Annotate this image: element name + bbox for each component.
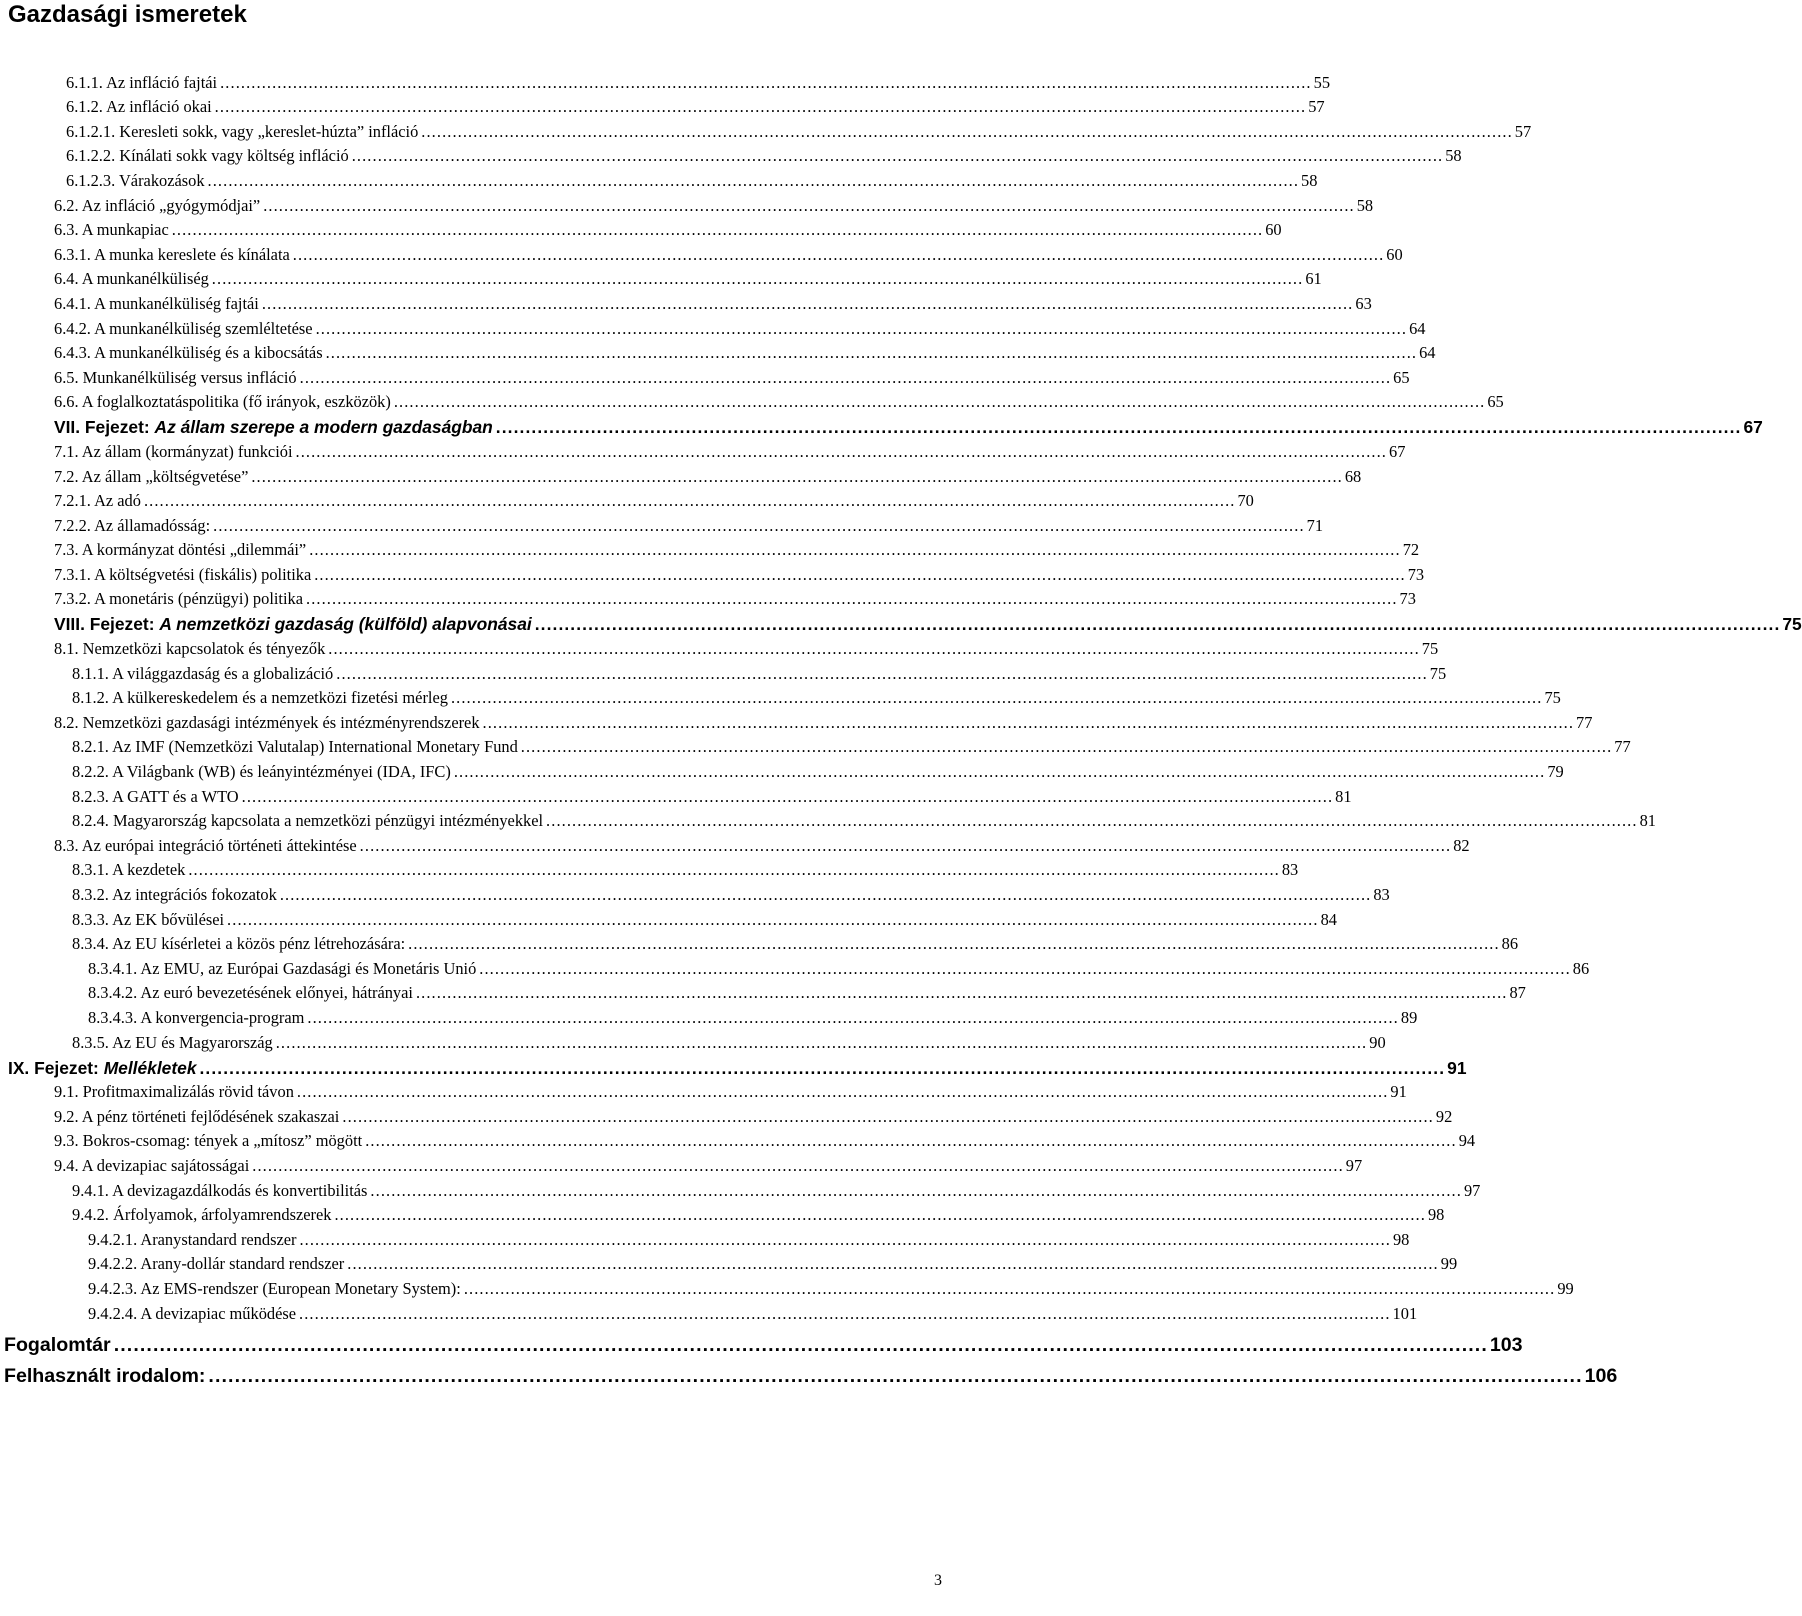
toc-dot-leader: .................................................................................................................................................................................................................. (546, 811, 1638, 831)
toc-entry-text: 8.1. Nemzetközi kapcsolatok és tényezők (54, 639, 326, 659)
toc-dot-leader: .................................................................................................................................................................................................................. (534, 614, 1781, 635)
toc-entry-text: 6.1.2. Az infláció okai (66, 97, 212, 117)
toc-entry-text: 6.2. Az infláció „gyógymódjai” (54, 195, 261, 215)
toc-entry-label (54, 540, 307, 560)
toc-entry-text: 9.1. Profitmaximalizálás rövid távon (54, 1082, 294, 1102)
toc-entry-text: 8.2.1. Az IMF (Nemzetközi Valutalap) International Monetary Fund (72, 737, 518, 757)
toc-entry-label (72, 934, 406, 954)
toc-page-number: 83 (1373, 885, 1390, 904)
toc-dot-leader: .................................................................................................................................................................................................................. (334, 1205, 1426, 1225)
toc-dot-leader: .................................................................................................................................................................................................................. (227, 909, 1319, 929)
toc-entry-text: Mellékletek (103, 1057, 197, 1078)
toc-entry-text: 6.4.1. A munkanélküliség fajtái (54, 293, 259, 313)
toc-entry[interactable] (0, 511, 1324, 536)
toc-entry[interactable] (0, 93, 1325, 118)
toc-entry-label (54, 1131, 363, 1151)
toc-dot-leader: .................................................................................................................................................................................................................. (143, 491, 1236, 511)
toc-dot-leader: .................................................................................................................................................................................................................. (299, 1229, 1391, 1249)
toc-entry-text: Felhasznált irodalom: (4, 1364, 206, 1387)
toc-entry-label (54, 1107, 340, 1127)
toc-dot-leader: .................................................................................................................................................................................................................. (365, 1131, 1457, 1151)
toc-chapter-prefix: IX. Fejezet: (8, 1057, 104, 1078)
toc-dot-leader: .................................................................................................................................................................................................................. (199, 1057, 1446, 1078)
toc-entry[interactable] (0, 831, 1470, 856)
toc-entry-text: 6.6. A foglalkoztatáspolitika (fő irányok, eszközök) (54, 392, 391, 412)
toc-entry-label (66, 73, 218, 93)
toc-entry-label (54, 294, 260, 314)
toc-entry-label (72, 688, 449, 708)
toc-top-entry[interactable] (0, 1355, 1618, 1387)
toc-entry-text: 7.2. Az állam „költségvetése” (54, 466, 249, 486)
toc-entry[interactable] (0, 856, 1299, 881)
toc-entry[interactable] (0, 339, 1436, 364)
toc-entry[interactable] (0, 979, 1526, 1004)
toc-entry-label (54, 516, 211, 536)
toc-entry-text: 8.3.4.2. Az euró bevezetésének előnyei, hátrányai (88, 983, 413, 1003)
toc-entry[interactable] (0, 905, 1337, 930)
toc-page-number: 72 (1402, 540, 1420, 560)
toc-chapter-prefix: VII. Fejezet: (54, 417, 155, 438)
toc-dot-leader: .................................................................................................................................................................................................................. (453, 762, 1546, 782)
toc-entry-label (4, 1366, 206, 1386)
toc-entry[interactable] (0, 68, 1331, 93)
toc-entry[interactable] (0, 1250, 1458, 1275)
toc-dot-leader: .................................................................................................................................................................................................................. (520, 737, 1613, 757)
toc-entry-label (54, 713, 481, 733)
toc-entry-text: Az állam szerepe a modern gazdaságban (154, 417, 493, 438)
toc-entry[interactable] (0, 807, 1656, 832)
toc-page-number: 58 (1445, 146, 1462, 166)
toc-page-number: 97 (1345, 1155, 1363, 1175)
toc-page-number: 81 (1639, 811, 1656, 831)
toc-entry-label (54, 245, 291, 265)
toc-page-number: 67 (1743, 417, 1763, 438)
toc-dot-leader: .................................................................................................................................................................................................................. (251, 466, 1343, 486)
toc-dot-leader: .................................................................................................................................................................................................................. (252, 1155, 1344, 1175)
toc-entry-label (88, 1230, 297, 1250)
toc-entry-label (54, 319, 314, 339)
toc-page-number: 106 (1584, 1364, 1618, 1387)
toc-page-number: 75 (1544, 688, 1561, 708)
toc-entry-text: 6.3.1. A munka kereslete és kínálata (54, 244, 290, 264)
toc-entry-text: 9.4. A devizapiac sajátosságai (54, 1155, 250, 1175)
toc-entry-text: 8.2.4. Magyarország kapcsolata a nemzetközi pénzügyi intézményekkel (72, 811, 544, 831)
toc-page-number: 92 (1435, 1106, 1453, 1126)
toc-entry-text: 9.4.1. A devizagazdálkodás és konvertibilitás (72, 1180, 368, 1200)
toc-page-number: 63 (1355, 293, 1372, 313)
toc-page-number: 57 (1308, 97, 1325, 117)
toc-entry[interactable] (0, 1127, 1476, 1152)
toc-entry-text: 6.3. A munkapiac (54, 220, 169, 240)
toc-dot-leader: .................................................................................................................................................................................................................. (309, 540, 1401, 560)
toc-entry-text: A nemzetközi gazdaság (külföld) alapvonásai (159, 614, 532, 635)
toc-dot-leader: .................................................................................................................................................................................................................. (275, 1032, 1368, 1052)
toc-entry-label (54, 565, 312, 585)
toc-dot-leader: .................................................................................................................................................................................................................. (306, 589, 1398, 609)
toc-entry-text: 6.1.2.2. Kínálati sokk vagy költség infláció (66, 146, 349, 166)
toc-page-number: 65 (1487, 392, 1504, 412)
toc-page-number: 82 (1453, 835, 1470, 855)
toc-entry-label (88, 983, 414, 1003)
toc-dot-leader: .................................................................................................................................................................................................................. (261, 293, 1354, 313)
toc-page-number: 64 (1409, 318, 1426, 338)
toc-entry[interactable] (0, 142, 1462, 167)
toc-entry-label (72, 737, 519, 757)
toc-page-number: 64 (1419, 343, 1436, 363)
toc-dot-leader: .................................................................................................................................................................................................................. (351, 146, 1444, 166)
toc-entry-label (72, 910, 225, 930)
toc-page-number: 58 (1356, 195, 1374, 215)
toc-entry-text: 6.4. A munkanélküliség (54, 269, 209, 289)
toc-entry[interactable] (0, 388, 1504, 413)
toc-page-number: 94 (1458, 1131, 1476, 1151)
toc-dot-leader: .................................................................................................................................................................................................................. (421, 121, 1513, 141)
toc-entry-text: 7.2.2. Az államadósság: (54, 515, 211, 535)
toc-entry-text: 8.1.1. A világgazdaság és a globalizáció (72, 663, 334, 683)
toc-entry-label (72, 1181, 368, 1201)
toc-dot-leader: .................................................................................................................................................................................................................. (211, 269, 1304, 289)
toc-entry-label (4, 1335, 112, 1355)
toc-dot-leader: .................................................................................................................................................................................................................. (325, 343, 1418, 363)
toc-entry-label (66, 122, 419, 142)
toc-entry[interactable] (0, 880, 1390, 905)
toc-entry-text: 7.3. A kormányzat döntési „dilemmái” (54, 540, 307, 560)
toc-entry-label (54, 639, 326, 659)
toc-dot-leader: .................................................................................................................................................................................................................. (113, 1333, 1488, 1356)
toc-dot-leader: .................................................................................................................................................................................................................. (314, 564, 1406, 584)
toc-entry[interactable] (0, 1176, 1481, 1201)
toc-entry-label (54, 368, 298, 388)
toc-dot-leader: .................................................................................................................................................................................................................. (347, 1254, 1439, 1274)
toc-page-number: 77 (1614, 737, 1631, 757)
toc-entry-text: 8.2.3. A GATT és a WTO (72, 786, 239, 806)
toc-entry-label (54, 1156, 250, 1176)
toc-page-number: 58 (1301, 170, 1318, 190)
toc-entry-label (54, 269, 210, 289)
toc-entry[interactable] (0, 166, 1318, 191)
toc-entry[interactable] (0, 757, 1564, 782)
toc-page-number: 97 (1463, 1180, 1481, 1200)
toc-entry-label (88, 1008, 305, 1028)
toc-entry-text: 8.1.2. A külkereskedelem és a nemzetközi fizetési mérleg (72, 688, 448, 708)
toc-entry[interactable] (0, 1299, 1418, 1324)
toc-entry-text: 9.4.2.1. Aranystandard rendszer (88, 1229, 297, 1249)
toc-entry[interactable] (0, 1225, 1410, 1250)
toc-entry-text: 7.2.1. Az adó (54, 491, 141, 511)
toc-entry[interactable] (0, 1028, 1386, 1053)
toc-entry-text: 8.3.5. Az EU és Magyarország (72, 1032, 273, 1052)
toc-entry-label (88, 959, 477, 979)
toc-entry[interactable] (0, 1078, 1407, 1103)
toc-dot-leader: .................................................................................................................................................................................................................. (188, 860, 1280, 880)
toc-entry-text: 9.4.2.2. Arany-dollár standard rendszer (88, 1254, 345, 1274)
toc-entry-text: 6.1.2.3. Várakozások (66, 170, 205, 190)
toc-page-number: 67 (1389, 441, 1406, 461)
toc-entry[interactable] (0, 117, 1532, 142)
toc-entry-label (72, 885, 278, 905)
toc-dot-leader: .................................................................................................................................................................................................................. (315, 318, 1408, 338)
toc-entry-label (72, 811, 544, 831)
toc-entry[interactable] (0, 1003, 1418, 1028)
toc-page-number: 83 (1281, 860, 1299, 880)
toc-entry[interactable] (0, 1102, 1453, 1127)
toc-dot-leader: .................................................................................................................................................................................................................. (299, 1303, 1391, 1323)
toc-entry-label (66, 146, 350, 166)
toc-entry[interactable] (0, 289, 1372, 314)
toc-entry-text: 6.1.2.1. Keresleti sokk, vagy „kereslet-húzta” infláció (66, 121, 419, 141)
toc-entry[interactable] (0, 437, 1406, 462)
toc-entry-label (66, 171, 206, 191)
toc-entry[interactable] (0, 1274, 1574, 1299)
toc-entry-label (54, 196, 261, 216)
toc-entry[interactable] (0, 191, 1374, 216)
toc-dot-leader: .................................................................................................................................................................................................................. (307, 1007, 1399, 1027)
toc-dot-leader: .................................................................................................................................................................................................................. (279, 885, 1372, 904)
toc-dot-leader: .................................................................................................................................................................................................................. (479, 958, 1571, 978)
toc-dot-leader: .................................................................................................................................................................................................................. (393, 392, 1486, 412)
toc-page-number: 55 (1313, 72, 1331, 92)
toc-entry[interactable] (0, 634, 1439, 659)
toc-dot-leader: .................................................................................................................................................................................................................. (359, 835, 1452, 855)
toc-dot-leader: .................................................................................................................................................................................................................. (482, 712, 1575, 732)
toc-entry-label (72, 1033, 274, 1053)
toc-dot-leader: .................................................................................................................................................................................................................. (415, 983, 1508, 1003)
toc-page-number: 75 (1421, 639, 1439, 659)
toc-entry-text: 9.3. Bokros-csomag: tények a „mítosz” mögött (54, 1131, 363, 1151)
toc-entry-text: 8.2. Nemzetközi gazdasági intézmények és intézményrendszerek (54, 712, 480, 732)
toc-chapter-prefix: VIII. Fejezet: (54, 614, 160, 635)
toc-page-number: 71 (1306, 515, 1324, 535)
toc-entry-label (72, 664, 334, 684)
toc-entry[interactable] (0, 954, 1590, 979)
toc-entry[interactable] (0, 240, 1403, 265)
toc-entry-text: 6.4.2. A munkanélküliség szemléltetése (54, 318, 313, 338)
toc-entry-label (54, 467, 249, 487)
toc-entry-text: 9.4.2.4. A devizapiac működése (88, 1303, 297, 1323)
toc-page-number: 57 (1514, 121, 1532, 141)
toc-page-number: 65 (1393, 367, 1410, 387)
toc-entry-label (72, 860, 186, 880)
toc-entry-label (88, 1304, 297, 1324)
toc-entry-label (54, 392, 392, 412)
toc-entry[interactable] (0, 560, 1425, 585)
toc-page-number: 99 (1557, 1278, 1574, 1298)
toc-dot-leader: .................................................................................................................................................................................................................. (463, 1278, 1556, 1298)
toc-page-number: 81 (1335, 786, 1352, 806)
toc-page-number: 98 (1392, 1229, 1410, 1249)
toc-page-number: 91 (1447, 1057, 1467, 1078)
toc-entry-text: 8.3. Az európai integráció történeti áttekintése (54, 835, 357, 855)
toc-entry[interactable] (0, 708, 1593, 733)
toc-entry-label (54, 1082, 295, 1102)
toc-page-number: 101 (1392, 1303, 1418, 1323)
toc-entry-text: 8.3.2. Az integrációs fokozatok (72, 885, 277, 904)
toc-entry[interactable] (0, 536, 1420, 561)
toc-page-number: 77 (1576, 712, 1593, 732)
toc-chapter[interactable] (0, 609, 1802, 635)
toc-page-number: 60 (1386, 244, 1403, 264)
toc-chapter[interactable] (0, 412, 1763, 438)
toc-dot-leader: .................................................................................................................................................................................................................. (295, 441, 1388, 461)
toc-entry[interactable] (0, 314, 1426, 339)
toc-entry[interactable] (0, 930, 1519, 955)
toc-entry[interactable] (0, 585, 1416, 610)
toc-entry-text: 7.1. Az állam (kormányzat) funkciói (54, 441, 293, 461)
toc-dot-leader: .................................................................................................................................................................................................................. (292, 244, 1385, 264)
toc-page-number: 61 (1305, 269, 1322, 289)
toc-entry-label (54, 442, 294, 462)
toc-entry[interactable] (0, 1151, 1363, 1176)
toc-page-number: 98 (1427, 1205, 1445, 1225)
toc-dot-leader: .................................................................................................................................................................................................................. (408, 934, 1500, 954)
toc-entry-label (88, 1254, 345, 1274)
toc-dot-leader: .................................................................................................................................................................................................................. (220, 72, 1312, 92)
toc-entry[interactable] (0, 1201, 1445, 1226)
toc-entry[interactable] (0, 487, 1254, 512)
toc-entry-text: 9.4.2.3. Az EMS-rendszer (European Monetary System): (88, 1278, 461, 1298)
toc-entry-text: 8.3.4.3. A konvergencia-program (88, 1007, 305, 1027)
toc-page-number: 73 (1407, 564, 1425, 584)
toc-page-number: 73 (1399, 589, 1416, 609)
toc-page-number: 79 (1547, 762, 1564, 782)
toc-entry-label (54, 836, 358, 856)
toc-entry-text: 8.3.4. Az EU kísérletei a közös pénz létrehozására: (72, 934, 406, 954)
toc-entry-text: 9.4.2. Árfolyamok, árfolyamrendszerek (72, 1205, 332, 1225)
toc-entry-label (8, 1058, 198, 1078)
document-title: Gazdasági ismeretek (8, 1, 247, 28)
toc-dot-leader: .................................................................................................................................................................................................................. (342, 1106, 1434, 1126)
toc-entry-label (88, 1279, 462, 1299)
toc-page-number: 89 (1400, 1007, 1418, 1027)
toc-entry[interactable] (0, 265, 1322, 290)
toc-entry-text: 6.5. Munkanélküliség versus infláció (54, 367, 297, 387)
toc-entry[interactable] (0, 733, 1631, 758)
toc-chapter[interactable] (0, 1053, 1467, 1078)
toc-page-number: 87 (1509, 983, 1526, 1003)
toc-dot-leader: .................................................................................................................................................................................................................. (241, 786, 1334, 806)
toc-entry-label (72, 787, 240, 807)
toc-entry-text: 8.2.2. A Világbank (WB) és leányintézményei (IDA, IFC) (72, 762, 451, 782)
table-of-contents (0, 68, 1802, 1387)
toc-entry-text: 6.4.3. A munkanélküliség és a kibocsátás (54, 343, 323, 363)
toc-entry-label (54, 614, 533, 634)
toc-dot-leader: .................................................................................................................................................................................................................. (296, 1082, 1389, 1102)
toc-entry[interactable] (0, 659, 1447, 684)
toc-entry-text: 7.3.1. A költségvetési (fiskális) politika (54, 564, 312, 584)
toc-entry[interactable] (0, 684, 1561, 709)
toc-entry[interactable] (0, 462, 1362, 487)
toc-dot-leader: .................................................................................................................................................................................................................. (299, 367, 1392, 387)
toc-dot-leader: .................................................................................................................................................................................................................. (495, 417, 1742, 438)
toc-dot-leader: .................................................................................................................................................................................................................. (208, 1364, 1583, 1387)
toc-entry-label (72, 762, 452, 782)
toc-dot-leader: .................................................................................................................................................................................................................. (370, 1180, 1462, 1200)
toc-page-number: 75 (1782, 614, 1802, 635)
toc-entry[interactable] (0, 782, 1352, 807)
toc-dot-leader: .................................................................................................................................................................................................................. (450, 688, 1543, 708)
toc-entry-label (54, 417, 494, 437)
toc-dot-leader: .................................................................................................................................................................................................................. (263, 195, 1355, 215)
toc-entry-label (54, 220, 170, 240)
toc-page-number: 90 (1369, 1032, 1386, 1052)
toc-entry-text: Fogalomtár (4, 1333, 111, 1356)
toc-entry-text: 7.3.2. A monetáris (pénzügyi) politika (54, 589, 304, 609)
toc-dot-leader: .................................................................................................................................................................................................................. (336, 663, 1428, 683)
toc-entry-label (66, 97, 213, 117)
toc-dot-leader: .................................................................................................................................................................................................................. (171, 220, 1264, 240)
toc-page-number: 86 (1501, 934, 1519, 954)
toc-page-number: 103 (1489, 1333, 1523, 1356)
toc-dot-leader: .................................................................................................................................................................................................................. (328, 639, 1420, 659)
toc-page-number: 75 (1429, 663, 1447, 683)
toc-page-number: 68 (1344, 466, 1362, 486)
toc-page-number: 86 (1572, 958, 1590, 978)
toc-entry-text: 8.3.1. A kezdetek (72, 860, 186, 880)
toc-top-entry[interactable] (0, 1324, 1523, 1356)
toc-entry-text: 8.3.4.1. Az EMU, az Európai Gazdasági és Monetáris Unió (88, 958, 477, 978)
toc-dot-leader: .................................................................................................................................................................................................................. (213, 515, 1305, 535)
toc-entry-label (54, 491, 142, 511)
page-number: 3 (934, 1572, 942, 1589)
toc-dot-leader: .................................................................................................................................................................................................................. (214, 97, 1307, 117)
toc-page-number: 84 (1320, 909, 1337, 929)
toc-entry-label (72, 1205, 332, 1225)
toc-entry[interactable] (0, 363, 1410, 388)
toc-page-number: 91 (1390, 1082, 1407, 1102)
toc-page-number: 99 (1440, 1254, 1458, 1274)
toc-dot-leader: .................................................................................................................................................................................................................. (207, 170, 1300, 190)
toc-entry-label (54, 343, 324, 363)
toc-page-number: 60 (1265, 220, 1282, 240)
toc-entry-text: 8.3.3. Az EK bővülései (72, 909, 225, 929)
toc-entry[interactable] (0, 216, 1282, 241)
toc-entry-text: 6.1.1. Az infláció fajtái (66, 72, 218, 92)
toc-entry-text: 9.2. A pénz történeti fejlődésének szakaszai (54, 1106, 340, 1126)
toc-page-number: 70 (1237, 491, 1254, 511)
toc-entry-label (54, 589, 304, 609)
